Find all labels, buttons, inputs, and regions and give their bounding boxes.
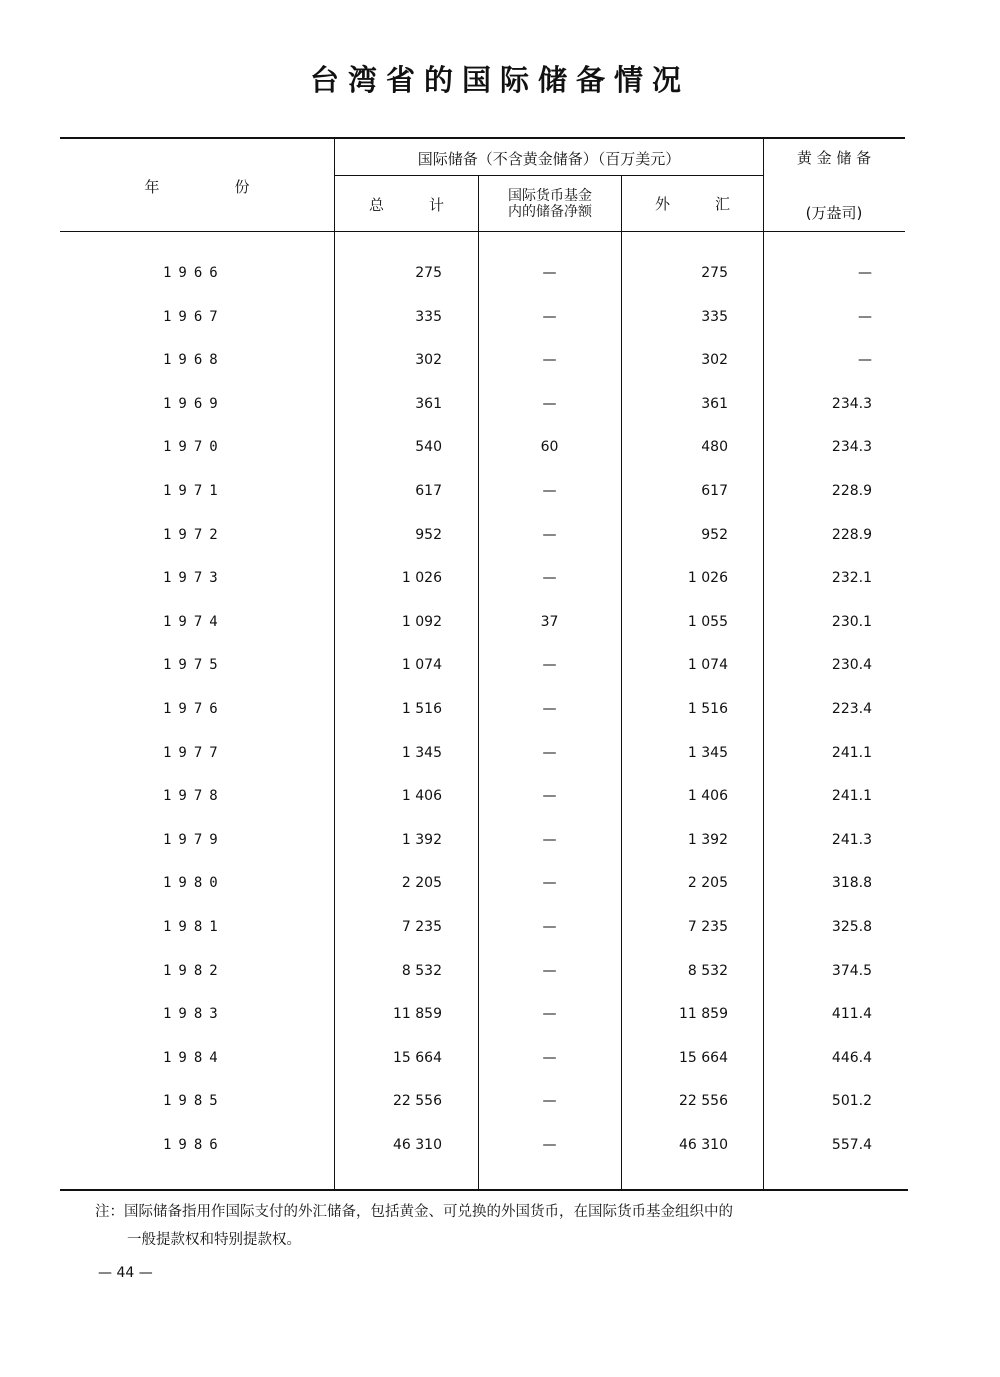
gold-reserve-cell: 230.4 [831,657,872,674]
table-row [60,776,910,820]
imf-net-cell: — [542,1049,557,1066]
table-row [60,1125,910,1169]
total-cell: 1 516 [401,700,442,717]
year-cell: 1972 [163,526,225,543]
total-cell: 1 392 [401,831,442,848]
total-cell: 361 [415,395,442,412]
table-bottom-rule [60,1189,908,1191]
year-cell: 1977 [163,744,225,761]
gold-reserve-cell: 325.8 [831,918,872,935]
foreign-exchange-cell: 1 074 [687,657,728,674]
foreign-exchange-cell: 1 406 [687,788,728,805]
table-row [60,471,910,515]
foreign-exchange-cell: 952 [701,526,728,543]
year-cell: 1971 [163,482,225,499]
total-cell: 275 [415,265,442,281]
footnote-line-2: 一般提款权和特别提款权。 [127,1232,301,1248]
gold-reserve-cell: 223.4 [831,700,872,717]
total-cell: 540 [415,439,442,456]
table-row [60,558,910,602]
foreign-exchange-cell: 335 [701,308,728,325]
header-year: 年 份 [144,178,250,196]
total-cell: 1 092 [401,613,442,630]
table-row [60,1081,910,1125]
total-cell: 1 074 [401,657,442,674]
footnote-line-1: 注：国际储备指用作国际支付的外汇储备，包括黄金、可兑换的外国货币，在国际货币基金组织中的 [95,1204,733,1220]
table-row [60,297,910,341]
year-cell: 1975 [163,657,225,674]
foreign-exchange-cell: 1 392 [687,831,728,848]
table-row [60,907,910,951]
gold-reserve-cell: 557.4 [831,1136,872,1153]
total-cell: 15 664 [393,1049,442,1066]
gold-reserve-cell: 232.1 [831,570,872,587]
imf-net-cell: — [542,395,557,412]
table-row [60,384,910,428]
gold-reserve-cell: 446.4 [831,1049,872,1066]
table-row [60,340,910,384]
total-cell: 1 026 [401,570,442,587]
gold-reserve-cell: 241.1 [831,744,872,761]
gold-reserve-cell: — [858,265,872,281]
foreign-exchange-cell: 22 556 [679,1093,728,1110]
year-cell: 1985 [163,1093,225,1110]
foreign-exchange-cell: 1 516 [687,700,728,717]
header-gold-unit: (万盎司) [805,204,863,222]
total-cell: 1 406 [401,788,442,805]
foreign-exchange-cell: 302 [701,352,728,369]
total-cell: 1 345 [401,744,442,761]
imf-net-cell: — [542,1136,557,1153]
imf-net-cell: — [542,657,557,674]
gold-reserve-cell: — [858,308,872,325]
table-top-rule [60,137,905,139]
gold-reserve-cell: 318.8 [831,875,872,892]
year-cell: 1968 [163,352,225,369]
total-cell: 2 205 [401,875,442,892]
total-cell: 46 310 [393,1136,442,1153]
imf-net-cell: — [542,570,557,587]
imf-net-cell: — [542,962,557,979]
year-cell: 1980 [163,875,225,892]
year-cell: 1986 [163,1136,225,1153]
foreign-exchange-cell: 275 [701,265,728,281]
year-cell: 1978 [163,788,225,805]
foreign-exchange-cell: 46 310 [679,1136,728,1153]
gold-reserve-cell: 411.4 [831,1006,872,1023]
total-cell: 335 [415,308,442,325]
foreign-exchange-cell: 1 055 [687,613,728,630]
gold-reserve-cell: 228.9 [831,526,872,543]
year-cell: 1970 [163,439,225,456]
total-cell: 22 556 [393,1093,442,1110]
foreign-exchange-cell: 8 532 [687,962,728,979]
imf-net-cell: — [542,352,557,369]
total-cell: 8 532 [401,962,442,979]
imf-net-cell: — [542,482,557,499]
total-cell: 11 859 [393,1006,442,1023]
table-row [60,733,910,777]
total-cell: 7 235 [401,918,442,935]
foreign-exchange-cell: 480 [701,439,728,456]
header-fx: 外 汇 [654,195,730,213]
header-imf-line1: 国际货币基金 [508,188,592,204]
year-cell: 1979 [163,831,225,848]
header-gold: 黄 金 储 备 [796,149,872,167]
imf-net-cell: — [542,831,557,848]
gold-reserve-cell: 241.1 [831,788,872,805]
foreign-exchange-cell: 1 345 [687,744,728,761]
total-cell: 617 [415,482,442,499]
total-cell: 952 [415,526,442,543]
imf-net-cell: 60 [540,439,559,456]
table-row [60,689,910,733]
gold-reserve-cell: 501.2 [831,1093,872,1110]
header-bottom-rule [60,231,905,232]
footnote [95,1198,885,1254]
table-row [60,994,910,1038]
gold-reserve-cell: 234.3 [831,395,872,412]
imf-net-cell: — [542,700,557,717]
total-cell: 302 [415,352,442,369]
table-row [60,820,910,864]
foreign-exchange-cell: 361 [701,395,728,412]
table-body [60,253,910,1168]
gold-reserve-cell: — [858,352,872,369]
imf-net-cell: — [542,788,557,805]
table-row [60,602,910,646]
year-cell: 1966 [163,265,225,281]
gold-reserve-cell: 241.3 [831,831,872,848]
year-cell: 1983 [163,1006,225,1023]
gold-reserve-cell: 374.5 [831,962,872,979]
year-cell: 1969 [163,395,225,412]
year-cell: 1973 [163,570,225,587]
foreign-exchange-cell: 7 235 [687,918,728,935]
year-cell: 1967 [163,308,225,325]
header-imf-line2: 内的储备净额 [508,204,592,220]
gold-reserve-cell: 230.1 [831,613,872,630]
reserves-group-rule [335,175,763,176]
header-total: 总 计 [368,196,444,214]
foreign-exchange-cell: 11 859 [679,1006,728,1023]
imf-net-cell: — [542,1093,557,1110]
year-cell: 1974 [163,613,225,630]
table-row [60,645,910,689]
imf-net-cell: — [542,265,557,281]
page-title: 台湾省的国际储备情况 [309,63,690,97]
gold-reserve-cell: 234.3 [831,439,872,456]
gold-reserve-cell: 228.9 [831,482,872,499]
year-cell: 1981 [163,918,225,935]
foreign-exchange-cell: 1 026 [687,570,728,587]
foreign-exchange-cell: 2 205 [687,875,728,892]
table-row [60,515,910,559]
imf-net-cell: — [542,526,557,543]
imf-net-cell: — [542,308,557,325]
imf-net-cell: 37 [540,613,559,630]
imf-net-cell: — [542,744,557,761]
imf-net-cell: — [542,1006,557,1023]
imf-net-cell: — [542,875,557,892]
foreign-exchange-cell: 617 [701,482,728,499]
year-cell: 1984 [163,1049,225,1066]
table-row [60,951,910,995]
table-row [60,253,910,297]
table-row [60,1038,910,1082]
year-cell: 1976 [163,700,225,717]
table-row [60,427,910,471]
page-number: — 44 — [98,1265,153,1281]
foreign-exchange-cell: 15 664 [679,1049,728,1066]
header-reserves-group: 国际储备（不含黄金储备）（百万美元） [417,150,681,168]
table-row [60,863,910,907]
year-cell: 1982 [163,962,225,979]
imf-net-cell: — [542,918,557,935]
